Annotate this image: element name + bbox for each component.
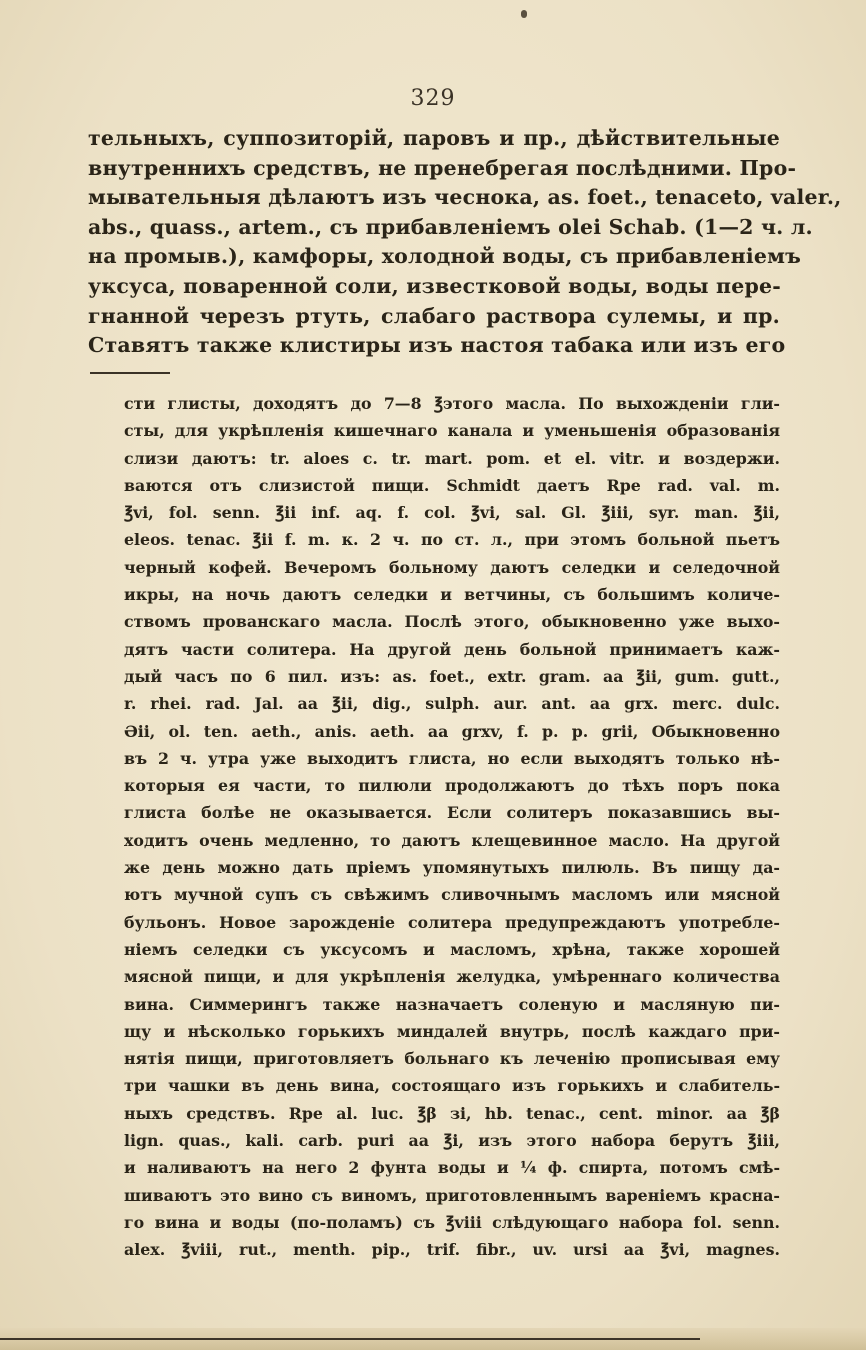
main-text-line: на промыв.), камфоры, холодной воды, съ прибавленіемъ xyxy=(88,244,802,269)
main-text-line: тельныхъ, суппозиторій, паровъ и пр., дѣйствительные xyxy=(88,126,780,150)
page-number: 329 xyxy=(410,86,456,111)
footnote-line: сти глисты, доходятъ до 7—8 ℥этого масла. По выхожденіи гли- xyxy=(124,394,780,413)
footnote-line: въ 2 ч. утра уже выходитъ глиста, но если выходятъ только нѣ- xyxy=(124,748,780,768)
ink-speck xyxy=(521,10,527,18)
footnote-line: ніемъ селедки съ уксусомъ и масломъ, хрѣна, также хорошей xyxy=(124,939,780,959)
footnote-line: ныхъ средствъ. Rpe al. luc. ℥β зі, hb. tenac., cent. minor. aa ℥β xyxy=(124,1103,780,1123)
footnote-line: мясной пищи, и для укрѣпленія желудка, умѣреннаго количества xyxy=(124,967,780,987)
footnote-line: ваются отъ слизистой пищи. Schmidt даетъ Rpe rad. val. m. xyxy=(124,475,780,495)
footnote-line: щу и нѣсколько горькихъ миндалей внутрь, послѣ каждаго при- xyxy=(124,1021,780,1041)
main-text-line: abs., quass., artem., съ прибавленіемъ olei Schab. (1—2 ч. л. xyxy=(88,214,813,239)
footnote-line: ютъ мучной супъ съ свѣжимъ сливочнымъ масломъ или мясной xyxy=(124,885,780,905)
footnote-line: Əii, ol. ten. aeth., anis. aeth. aa grxv, f. p. p. grii, Обыкновенно xyxy=(124,721,780,741)
footnote-text-block xyxy=(124,390,780,1264)
footnote-line: r. rhei. rad. Jal. aa ℥ii, dig., sulph. aur. ant. aa grx. merc. dulc. xyxy=(124,694,780,714)
footnote-line: и наливаютъ на него 2 фунта воды и ¼ ф. спирта, потомъ смѣ- xyxy=(124,1158,780,1178)
footnote-line: которыя ея части, то пилюли продолжаютъ до тѣхъ поръ пока xyxy=(124,776,780,796)
main-text-line: мывательныя дѣлаютъ изъ чеснока, as. foet., tenaceto, valer., xyxy=(88,185,842,210)
footnote-line: три чашки въ день вина, состоящаго изъ горькихъ и слабитель- xyxy=(124,1076,780,1096)
footnote-line: lign. quas., kali. carb. puri aa ℥i, изъ этого набора берутъ ℥iii, xyxy=(124,1131,780,1151)
footnote-rule xyxy=(90,372,170,374)
footnote-line: икры, на ночь даютъ селедки и ветчины, съ большимъ количе- xyxy=(124,585,780,605)
footnote-line: нятія пищи, приготовляетъ больнаго къ леченію прописывая ему xyxy=(124,1049,780,1069)
footnote-line: же день можно дать пріемъ упомянутыхъ пилюль. Въ пищу да- xyxy=(124,858,780,878)
page-edge-line xyxy=(0,1338,700,1340)
footnote-line: бульонъ. Новое зарожденіе солитера предупреждаютъ употребле- xyxy=(124,912,780,932)
footnote-line: дый часъ по 6 пил. изъ: as. foet., extr. gram. aa ℥ii, gum. gutt., xyxy=(124,666,780,686)
footnote-line: черный кофей. Вечеромъ больному даютъ селедки и селедочной xyxy=(124,557,780,577)
footnote-line: глиста болѣе не оказывается. Если солитеръ показавшись вы- xyxy=(124,803,780,823)
footnote-line: дятъ части солитера. На другой день больной принимаетъ каж- xyxy=(124,639,780,659)
footnote-line: eleos. tenac. ℥ii f. m. к. 2 ч. по ст. л., при этомъ больной пьетъ xyxy=(124,530,780,550)
main-text-line: гнанной черезъ ртуть, слабаго раствора сулемы, и пр. xyxy=(88,303,780,328)
footnote-line: шиваютъ это вино съ виномъ, приготовленнымъ вареніемъ красна- xyxy=(124,1185,780,1205)
main-text-line: уксуса, поваренной соли, известковой воды, воды пере- xyxy=(88,273,781,298)
main-text-block xyxy=(88,124,842,361)
footnote-line: го вина и воды (по-поламъ) съ ℥viii слѣдующаго набора fol. senn. xyxy=(124,1212,780,1232)
footnote-line: вина. Симмерингъ также назначаетъ соленую и масляную пи- xyxy=(124,994,780,1014)
footnote-line: alex. ℥viii, rut., menth. pip., trif. fibr., uv. ursi aa ℥vi, magnes. xyxy=(124,1240,780,1260)
footnote-line: слизи даютъ: tr. aloes c. tr. mart. pom. et el. vitr. и воздержи. xyxy=(124,448,780,468)
main-text-line: внутреннихъ средствъ, не пренебрегая послѣдними. Про- xyxy=(88,155,797,180)
footnote-line: сты, для укрѣпленія кишечнаго канала и уменьшенія образованія xyxy=(124,421,780,441)
footnote-line: ствомъ прованскаго масла. Послѣ этого, обыкновенно уже выхо- xyxy=(124,612,780,632)
footnote-line: ходитъ очень медленно, то даютъ клещевинное масло. На другой xyxy=(124,830,780,850)
main-text-line: Ставятъ также клистиры изъ настоя табака или изъ его xyxy=(88,333,786,358)
footnote-line: ℥vi, fol. senn. ℥ii inf. aq. f. col. ℥vi, sal. Gl. ℥iii, syr. man. ℥ii, xyxy=(124,503,780,523)
